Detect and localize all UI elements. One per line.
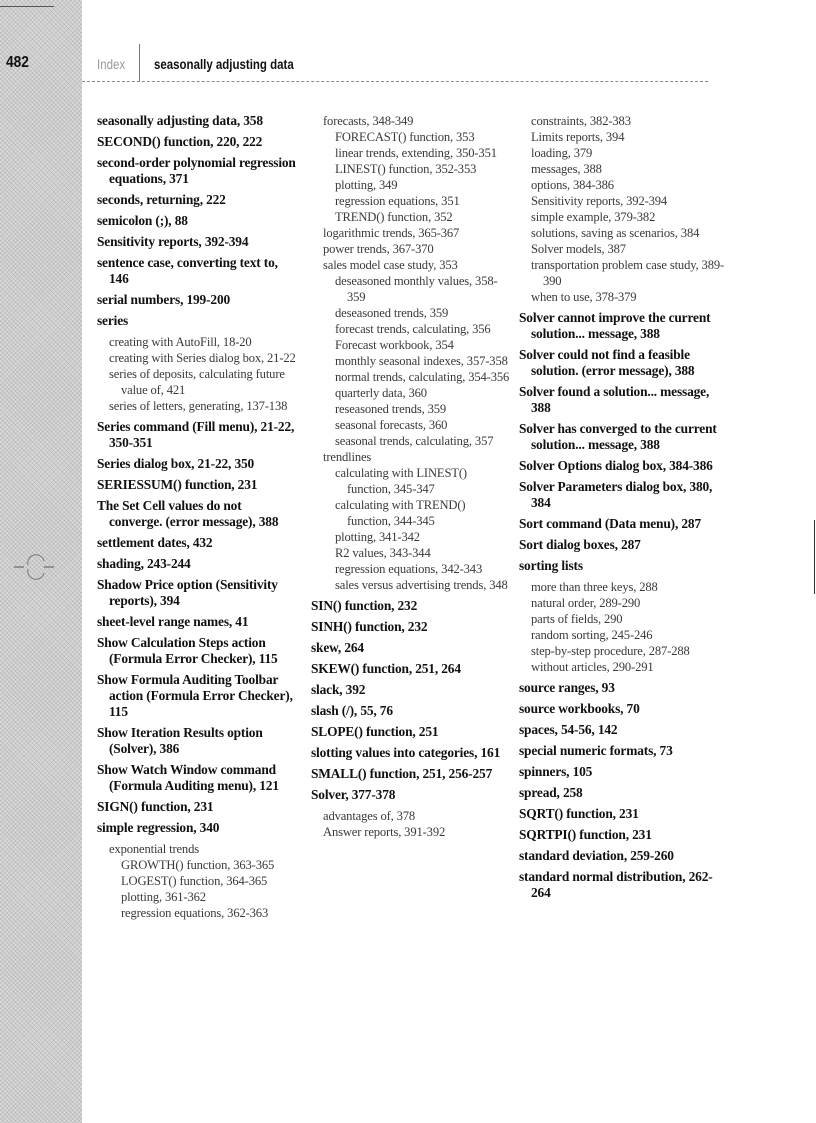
- index-entry: seconds, returning, 222: [97, 192, 226, 207]
- index-subentry: calculating with TREND() function, 344-345: [335, 498, 466, 528]
- index-subentry: series of deposits, calculating future value of, 421: [109, 367, 285, 397]
- index-subentry: options, 384-386: [531, 178, 614, 192]
- index-subentry: Sensitivity reports, 392-394: [531, 194, 668, 208]
- index-subentry: GROWTH() function, 363-365: [121, 858, 275, 872]
- index-entry: SIGN() function, 231: [97, 799, 214, 814]
- header-rule: [82, 81, 708, 82]
- index-subentry: calculating with LINEST() function, 345-347: [335, 466, 467, 496]
- index-subentry: creating with Series dialog box, 21-22: [109, 351, 296, 365]
- index-subentry: step-by-step procedure, 287-288: [531, 644, 690, 658]
- index-entry: seasonally adjusting data, 358: [97, 113, 263, 128]
- index-entry: spinners, 105: [519, 764, 593, 779]
- index-entry: Solver Options dialog box, 384-386: [519, 458, 713, 473]
- index-entry: Series command (Fill menu), 21-22, 350-351: [97, 419, 295, 450]
- index-subentry: random sorting, 245-246: [531, 628, 653, 642]
- index-entry: Solver, 377-378: [311, 787, 396, 802]
- index-entry: SIN() function, 232: [311, 598, 418, 613]
- index-subentry: parts of fields, 290: [531, 612, 623, 626]
- index-entry: slotting values into categories, 161: [311, 745, 501, 760]
- index-entry: skew, 264: [311, 640, 364, 655]
- index-subentry: normal trends, calculating, 354-356: [335, 370, 510, 384]
- index-entry: Sensitivity reports, 392-394: [97, 234, 249, 249]
- index-subentry: quarterly data, 360: [335, 386, 427, 400]
- index-subentry: reseasoned trends, 359: [335, 402, 447, 416]
- crop-mark-icon: [14, 517, 54, 617]
- index-subentry: constraints, 382-383: [531, 114, 631, 128]
- index-subentry: Answer reports, 391-392: [323, 825, 446, 839]
- index-subentry: forecasts, 348-349: [323, 114, 414, 128]
- index-entry: standard deviation, 259-260: [519, 848, 674, 863]
- index-entry: settlement dates, 432: [97, 535, 213, 550]
- index-entry: special numeric formats, 73: [519, 743, 673, 758]
- index-entry: Solver could not find a feasible solution. (error message), 388: [519, 347, 695, 378]
- index-subentry: TREND() function, 352: [335, 210, 453, 224]
- index-entry: slack, 392: [311, 682, 366, 697]
- index-entry: sorting lists: [519, 558, 583, 573]
- index-entry: SKEW() function, 251, 264: [311, 661, 461, 676]
- index-subentry: logarithmic trends, 365-367: [323, 226, 460, 240]
- index-entry: SERIESSUM() function, 231: [97, 477, 258, 492]
- index-subentry: Forecast workbook, 354: [335, 338, 454, 352]
- index-entry: Show Iteration Results option (Solver), 386: [97, 725, 263, 756]
- header-separator: [139, 44, 140, 82]
- index-subentry: creating with AutoFill, 18-20: [109, 335, 252, 349]
- index-subentry: transportation problem case study, 389-390: [531, 258, 725, 288]
- index-column-2: [311, 113, 511, 845]
- index-column-1: [97, 113, 297, 926]
- index-entry: The Set Cell values do not converge. (error message), 388: [97, 498, 279, 529]
- index-entry: Sort dialog boxes, 287: [519, 537, 641, 552]
- index-entry: spaces, 54-56, 142: [519, 722, 618, 737]
- index-entry: SECOND() function, 220, 222: [97, 134, 263, 149]
- index-entry: SLOPE() function, 251: [311, 724, 439, 739]
- index-subentry: loading, 379: [531, 146, 593, 160]
- section-label: Index: [97, 56, 126, 72]
- index-column-3: [519, 113, 729, 906]
- index-entry: SQRTPI() function, 231: [519, 827, 652, 842]
- index-entry: source workbooks, 70: [519, 701, 640, 716]
- index-entry: shading, 243-244: [97, 556, 191, 571]
- index-subentry: plotting, 349: [335, 178, 398, 192]
- index-subentry: linear trends, extending, 350-351: [335, 146, 497, 160]
- index-entry: Solver found a solution... message, 388: [519, 384, 710, 415]
- index-entry: Shadow Price option (Sensitivity reports), 394: [97, 577, 278, 608]
- index-subentry: regression equations, 342-343: [335, 562, 483, 576]
- index-subentry: plotting, 361-362: [121, 890, 206, 904]
- index-entry: sentence case, converting text to, 146: [97, 255, 278, 286]
- index-entry: Show Watch Window command (Formula Auditing menu), 121: [97, 762, 279, 793]
- index-subentry: sales versus advertising trends, 348: [335, 578, 508, 592]
- top-rule: [0, 6, 54, 7]
- index-subentry: when to use, 378-379: [531, 290, 637, 304]
- index-subentry: simple example, 379-382: [531, 210, 656, 224]
- index-subentry: FORECAST() function, 353: [335, 130, 475, 144]
- index-subentry: seasonal forecasts, 360: [335, 418, 448, 432]
- index-entry: Solver has converged to the current solution... message, 388: [519, 421, 717, 452]
- index-subentry: regression equations, 351: [335, 194, 460, 208]
- index-subentry: natural order, 289-290: [531, 596, 641, 610]
- index-entry: SINH() function, 232: [311, 619, 428, 634]
- index-entry: source ranges, 93: [519, 680, 615, 695]
- index-entry: slash (/), 55, 76: [311, 703, 393, 718]
- index-entry: series: [97, 313, 129, 328]
- index-entry: Solver Parameters dialog box, 380, 384: [519, 479, 713, 510]
- index-subentry: more than three keys, 288: [531, 580, 658, 594]
- index-subentry: R2 values, 343-344: [335, 546, 431, 560]
- index-subentry: seasonal trends, calculating, 357: [335, 434, 494, 448]
- running-head: seasonally adjusting data: [154, 56, 294, 72]
- index-subentry: messages, 388: [531, 162, 602, 176]
- index-entry: serial numbers, 199-200: [97, 292, 231, 307]
- index-entry: Show Formula Auditing Toolbar action (Formula Error Checker), 115: [97, 672, 293, 719]
- index-subentry: exponential trends: [109, 842, 199, 856]
- index-subentry: LOGEST() function, 364-365: [121, 874, 268, 888]
- index-subentry: advantages of, 378: [323, 809, 416, 823]
- index-entry: second-order polynomial regression equations, 371: [97, 155, 296, 186]
- index-subentry: sales model case study, 353: [323, 258, 458, 272]
- index-entry: Show Calculation Steps action (Formula Error Checker), 115: [97, 635, 278, 666]
- index-entry: Sort command (Data menu), 287: [519, 516, 701, 531]
- index-entry: spread, 258: [519, 785, 583, 800]
- index-entry: Series dialog box, 21-22, 350: [97, 456, 255, 471]
- crop-mark-right: [814, 520, 815, 594]
- index-subentry: LINEST() function, 352-353: [335, 162, 477, 176]
- index-subentry: forecast trends, calculating, 356: [335, 322, 491, 336]
- index-subentry: plotting, 341-342: [335, 530, 420, 544]
- index-subentry: deseasoned monthly values, 358-359: [335, 274, 498, 304]
- index-entry: SQRT() function, 231: [519, 806, 639, 821]
- index-entry: SMALL() function, 251, 256-257: [311, 766, 493, 781]
- index-subentry: monthly seasonal indexes, 357-358: [335, 354, 508, 368]
- index-subentry: Limits reports, 394: [531, 130, 625, 144]
- index-subentry: regression equations, 362-363: [121, 906, 269, 920]
- index-entry: simple regression, 340: [97, 820, 220, 835]
- index-entry: sheet-level range names, 41: [97, 614, 249, 629]
- index-subentry: power trends, 367-370: [323, 242, 434, 256]
- index-entry: standard normal distribution, 262-264: [519, 869, 713, 900]
- index-subentry: series of letters, generating, 137-138: [109, 399, 288, 413]
- index-entry: Solver cannot improve the current solution... message, 388: [519, 310, 711, 341]
- index-entry: semicolon (;), 88: [97, 213, 188, 228]
- page-number: 482: [6, 54, 29, 71]
- index-subentry: without articles, 290-291: [531, 660, 654, 674]
- index-subentry: solutions, saving as scenarios, 384: [531, 226, 700, 240]
- index-subentry: deseasoned trends, 359: [335, 306, 449, 320]
- index-subentry: trendlines: [323, 450, 372, 464]
- index-subentry: Solver models, 387: [531, 242, 626, 256]
